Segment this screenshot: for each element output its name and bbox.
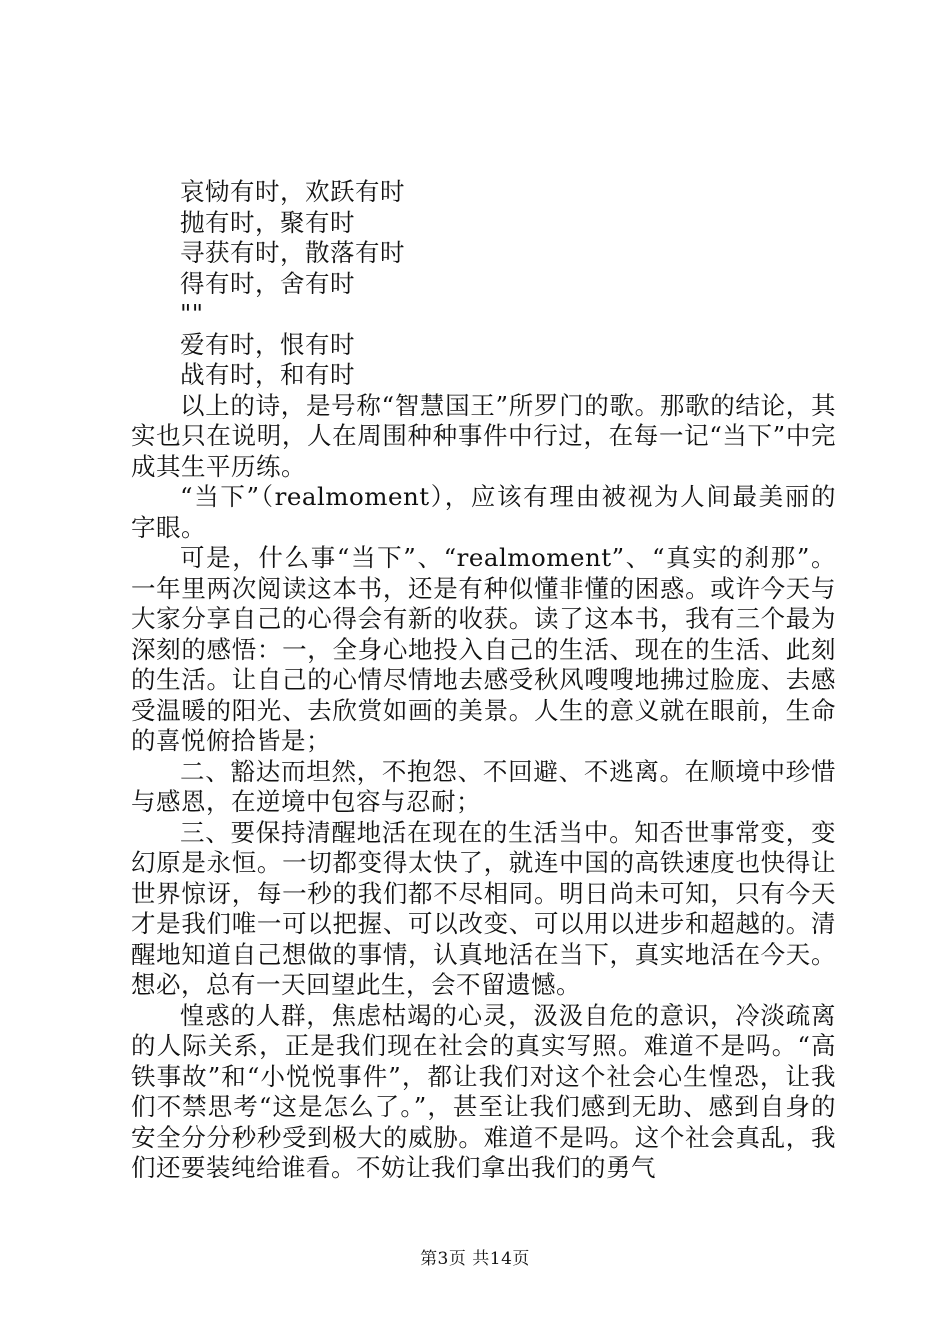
poem-line: 爱有时，恨有时	[180, 329, 355, 359]
poem	[131, 177, 836, 391]
poem-line: 哀恸有时，欢跃有时	[180, 177, 405, 206]
paragraph: 惶惑的人群，焦虑枯竭的心灵，汲汲自危的意识，冷淡疏离的人际关系，正是我们现在社会的真实写照。难道不是吗。“高铁事故”和“小悦悦事件”，都让我们对这个社会心生惶恐，让我们不禁思考“这是怎么了。”，甚至让我们感到无助、感到自身的安全分分秒秒受到极大的威胁。难道不是吗。这个社会真乱，我们还要装纯给谁看。不妨让我们拿出我们的勇气	[131, 1000, 836, 1182]
poem-line: 抛有时，聚有时	[180, 207, 355, 237]
paragraph: 二、豁达而坦然，不抱怨、不回避、不逃离。在顺境中珍惜与感恩，在逆境中包容与忍耐；	[131, 756, 836, 816]
paragraph: 三、要保持清醒地活在现在的生活当中。知否世事常变，变幻原是永恒。一切都变得太快了，就连中国的高铁速度也快得让世界惊讶，每一秒的我们都不尽相同。明日尚未可知，只有今天才是我们唯一可以把握、可以改变、可以用以进步和超越的。清醒地知道自己想做的事情，认真地活在当下，真实地活在今天。想必，总有一天回望此生，会不留遗憾。	[131, 817, 836, 999]
body-text	[131, 177, 836, 1184]
page-footer: 第3页 共14页	[420, 1249, 530, 1269]
poem-line: 寻获有时，散落有时	[180, 238, 405, 267]
paragraph: “当下”（realmoment），应该有理由被视为人间最美丽的字眼。	[131, 482, 836, 542]
poem-line: 得有时，舍有时	[180, 268, 355, 298]
poem-line: ""	[180, 299, 204, 328]
paragraph: 可是，什么事“当下”、“realmoment”、“真实的刹那”。一年里两次阅读这本书，还是有种似懂非懂的困惑。或许今天与大家分享自己的心得会有新的收获。读了这本书，我有三个最为深刻的感悟：一，全身心地投入自己的生活、现在的生活、此刻的生活。让自己的心情尽情地去感受秋风嗖嗖地拂过脸庞、去感受温暖的阳光、去欣赏如画的美景。人生的意义就在眼前，生命的喜悦俯拾皆是；	[131, 543, 836, 755]
paragraph: 以上的诗，是号称“智慧国王”所罗门的歌。那歌的结论，其实也只在说明，人在周围种种事件中行过，在每一记“当下”中完成其生平历练。	[131, 390, 836, 481]
poem-line: 战有时，和有时	[180, 360, 355, 389]
